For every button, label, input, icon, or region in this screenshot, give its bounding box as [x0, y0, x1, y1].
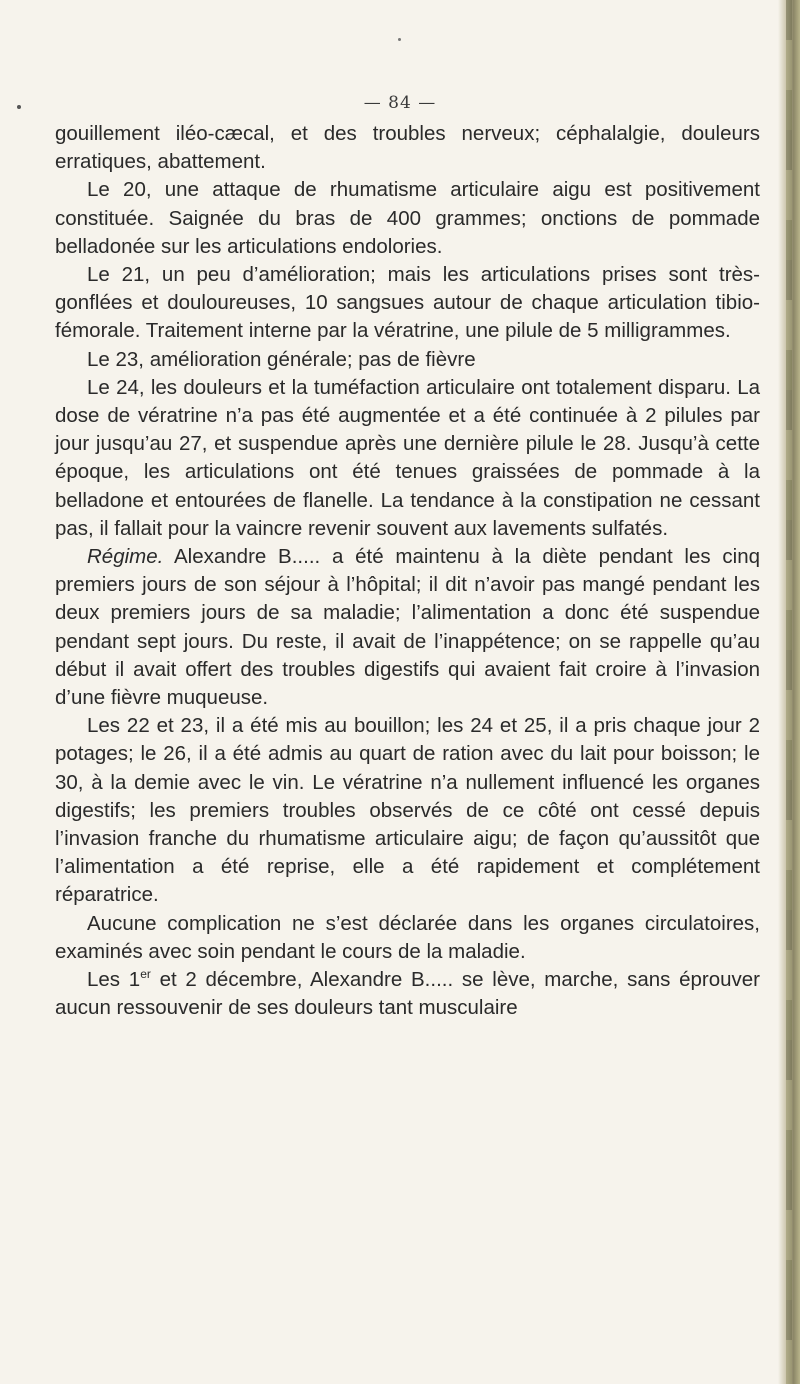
page-number: — 84 — — [363, 93, 437, 113]
section-label: Régime. — [87, 545, 164, 569]
paragraph: Le 21, un peu d’amélioration; mais les articulations prises sont très-gonflées et douloureuses, 10 sangsues autour de chaque articulation tibio-fémorale. Traitement interne par la vératrine, une pilule de 5 milligrammes. — [55, 263, 760, 343]
paragraph-body: et 2 décembre, Alexandre B..... se lève, marche, sans éprouver aucun ressouvenir de ses douleurs tant musculaire — [55, 968, 760, 1020]
paragraph: Le 24, les douleurs et la tuméfaction articulaire ont totalement disparu. La dose de vératrine n’a pas été augmentée et a été continuée à 2 pilules par jour jusqu’au 27, et suspendue après une dernière pilule le 28. Jusqu’à cette époque, les articulations ont été tenues graissées de pommade à la belladone et entourées de flanelle. La tendance à la constipation ne cessant pas, il fallait pour la vaincre revenir souvent aux lavements sulfatés. — [55, 375, 760, 540]
page-edge-binding — [778, 0, 800, 1384]
paragraph — [55, 543, 760, 712]
paragraph: Aucune complication ne s’est déclarée dans les organes circulatoires, examinés avec soin pendant le cours de la maladie. — [55, 911, 760, 963]
ink-speck — [398, 38, 401, 41]
paragraph-body: Alexandre B..... a été maintenu à la diète pendant les cinq premiers jours de son séjour à l’hôpital; il dit n’avoir pas mangé pendant les deux premiers jours de sa maladie; l’alimentation a donc été suspendue pendant sept jours. Du reste, il avait de l’inappétence; on se rappelle qu’au début il avait offert des troubles digestifs qui avaient fait croire à l’invasion d’une fièvre muqueuse. — [55, 545, 760, 710]
paragraph: Les 22 et 23, il a été mis au bouillon; les 24 et 25, il a pris chaque jour 2 potages; le 26, il a été admis au quart de ration avec du lait pour boisson; le 30, à la demie avec le vin. Le vératrine n’a nullement influencé les organes digestifs; les premiers troubles observés de ce côté ont cessé depuis l’invasion franche du rhumatisme articulaire aigu; de façon qu’aussitôt que l’alimentation a été reprise, elle a été rapidement et complétement réparatrice. — [55, 714, 760, 907]
paragraph: Le 20, une attaque de rhumatisme articulaire aigu est positivement constituée. Saignée du bras de 400 grammes; onctions de pommade belladonée sur les articulations endolories. — [55, 178, 760, 258]
ordinal-superscript: er — [140, 967, 151, 982]
paragraph-start: Les 1 — [87, 968, 141, 992]
body-text — [55, 120, 760, 1023]
paragraph — [55, 966, 760, 1022]
paragraph: gouillement iléo-cæcal, et des troubles nerveux; céphalalgie, douleurs erratiques, abattement. — [55, 122, 760, 174]
paragraph: Le 23, amélioration générale; pas de fièvre — [87, 347, 476, 371]
